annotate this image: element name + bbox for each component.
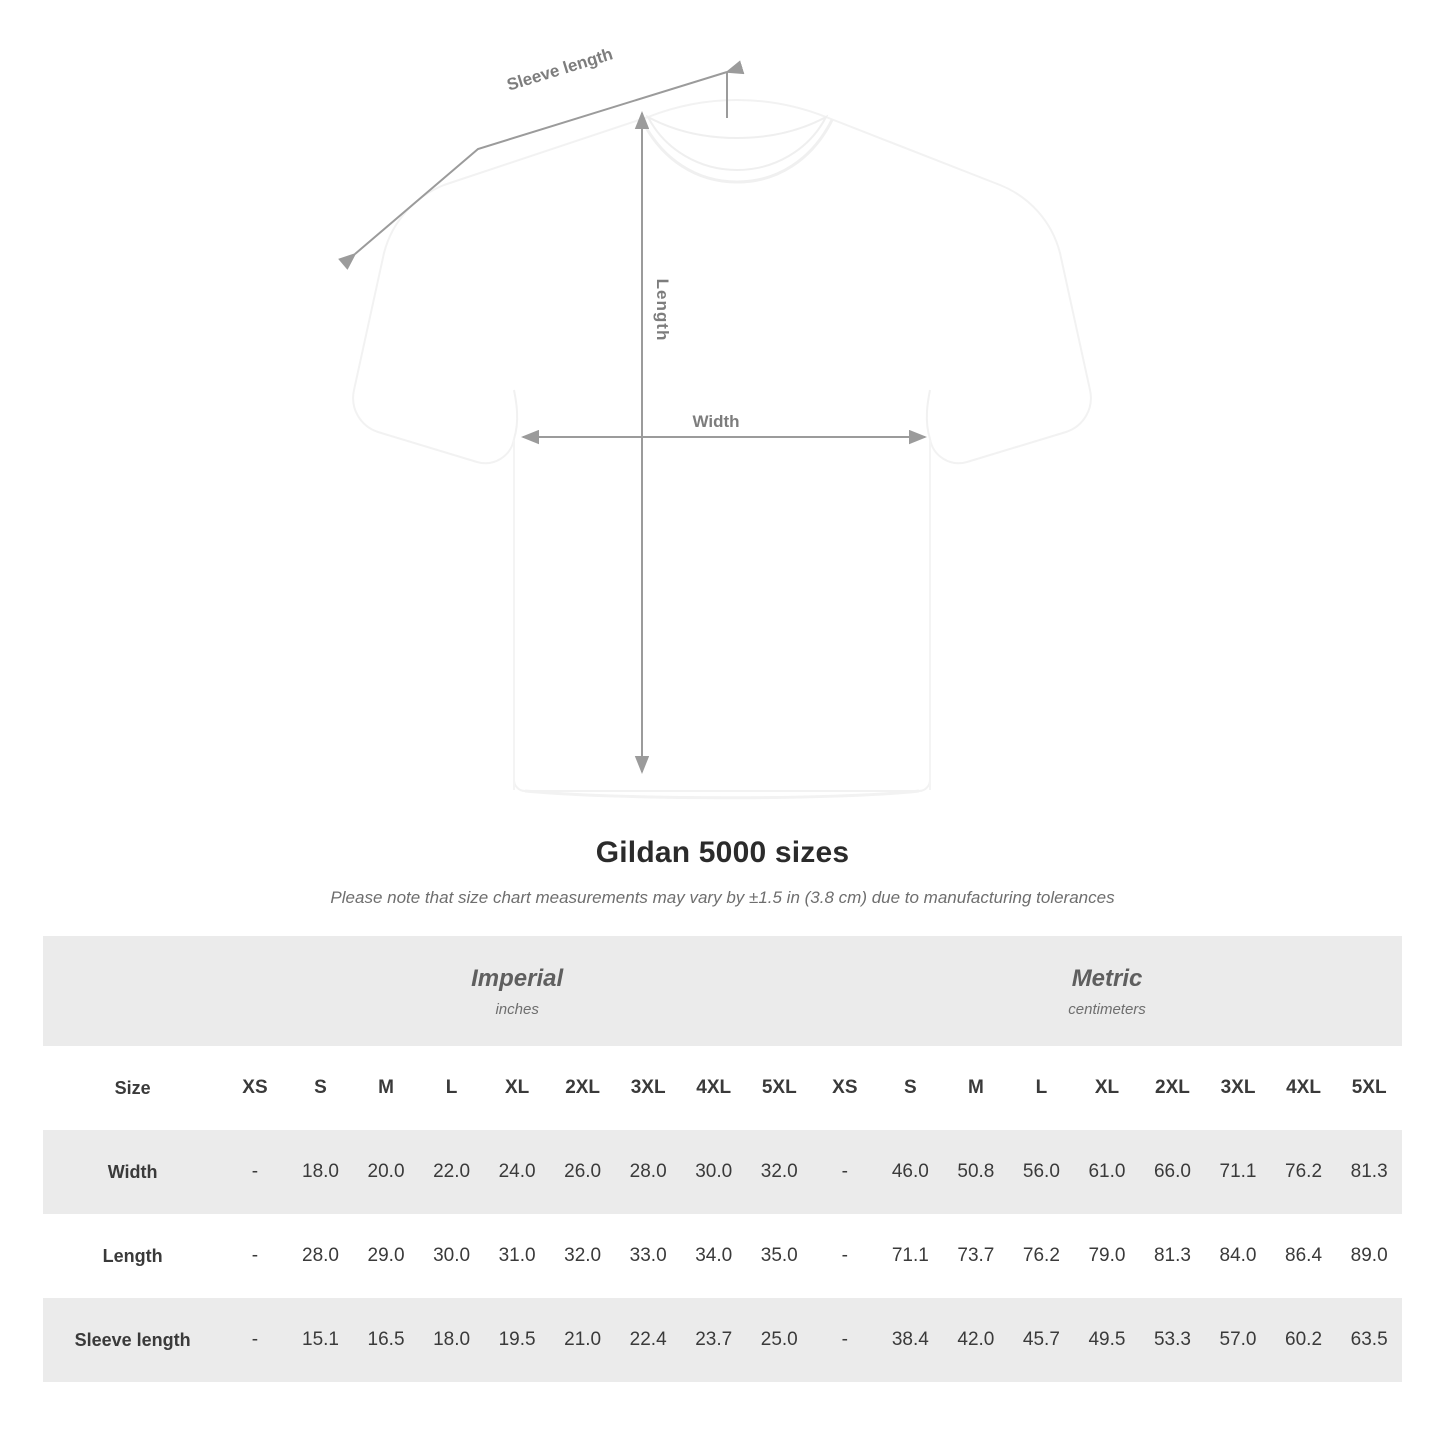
- cell-sleeve-metric-s: 38.4: [878, 1298, 944, 1382]
- size-header-metric-xl: XL: [1074, 1046, 1140, 1130]
- size-table: [43, 936, 1402, 1382]
- cell-width-metric-3xl: 71.1: [1205, 1130, 1271, 1214]
- cell-width-imperial-5xl: 32.0: [746, 1130, 812, 1214]
- cell-width-imperial-xl: 24.0: [484, 1130, 550, 1214]
- cell-sleeve-imperial-5xl: 25.0: [746, 1298, 812, 1382]
- size-header-imperial-xl: XL: [484, 1046, 550, 1130]
- cell-length-metric-m: 73.7: [943, 1214, 1009, 1298]
- size-header-imperial-m: M: [353, 1046, 419, 1130]
- unit-header-imperial: [222, 936, 812, 1046]
- cell-width-metric-s: 46.0: [878, 1130, 944, 1214]
- cell-width-imperial-4xl: 30.0: [681, 1130, 747, 1214]
- cell-length-metric-3xl: 84.0: [1205, 1214, 1271, 1298]
- cell-sleeve-metric-3xl: 57.0: [1205, 1298, 1271, 1382]
- size-header-imperial-5xl: 5XL: [746, 1046, 812, 1130]
- unit-imperial-sub: inches: [495, 1000, 539, 1018]
- size-table-wrapper: [43, 936, 1402, 1382]
- sleeve-length-label: Sleeve length: [504, 44, 616, 95]
- size-header-row: [43, 1046, 1402, 1130]
- size-header-metric-xs: XS: [812, 1046, 878, 1130]
- unit-imperial-name: Imperial: [471, 964, 564, 992]
- cell-sleeve-imperial-xs: -: [222, 1298, 288, 1382]
- cell-length-metric-s: 71.1: [878, 1214, 944, 1298]
- cell-length-imperial-s: 28.0: [288, 1214, 354, 1298]
- cell-width-imperial-s: 18.0: [288, 1130, 354, 1214]
- cell-sleeve-metric-l: 45.7: [1009, 1298, 1075, 1382]
- size-header-metric-l: L: [1009, 1046, 1075, 1130]
- cell-length-metric-l: 76.2: [1009, 1214, 1075, 1298]
- cell-length-metric-2xl: 81.3: [1140, 1214, 1206, 1298]
- cell-sleeve-metric-m: 42.0: [943, 1298, 1009, 1382]
- cell-length-imperial-m: 29.0: [353, 1214, 419, 1298]
- row-label-width: Width: [43, 1130, 222, 1214]
- cell-length-imperial-2xl: 32.0: [550, 1214, 616, 1298]
- unit-header-metric: [812, 936, 1402, 1046]
- row-label-length: Length: [43, 1214, 222, 1298]
- cell-sleeve-imperial-s: 15.1: [288, 1298, 354, 1382]
- title-block: [0, 836, 1445, 908]
- table-row: [43, 1130, 1402, 1214]
- size-header-imperial-xs: XS: [222, 1046, 288, 1130]
- cell-length-imperial-xl: 31.0: [484, 1214, 550, 1298]
- table-row: [43, 1298, 1402, 1382]
- cell-length-imperial-xs: -: [222, 1214, 288, 1298]
- size-header-imperial-4xl: 4XL: [681, 1046, 747, 1130]
- cell-length-metric-4xl: 86.4: [1271, 1214, 1337, 1298]
- cell-sleeve-imperial-3xl: 22.4: [615, 1298, 681, 1382]
- unit-metric-name: Metric: [1071, 964, 1143, 992]
- cell-sleeve-metric-xs: -: [812, 1298, 878, 1382]
- page-title: Gildan 5000 sizes: [595, 836, 850, 869]
- row-label-sleeve-length: Sleeve length: [43, 1298, 222, 1382]
- size-header-metric-m: M: [943, 1046, 1009, 1130]
- cell-width-metric-5xl: 81.3: [1336, 1130, 1402, 1214]
- size-header-imperial-2xl: 2XL: [550, 1046, 616, 1130]
- cell-sleeve-imperial-xl: 19.5: [484, 1298, 550, 1382]
- size-header-imperial-s: S: [288, 1046, 354, 1130]
- cell-length-metric-5xl: 89.0: [1336, 1214, 1402, 1298]
- cell-width-metric-m: 50.8: [943, 1130, 1009, 1214]
- tshirt-shape: [353, 100, 1091, 798]
- cell-length-metric-xl: 79.0: [1074, 1214, 1140, 1298]
- cell-sleeve-metric-xl: 49.5: [1074, 1298, 1140, 1382]
- cell-sleeve-metric-4xl: 60.2: [1271, 1298, 1337, 1382]
- cell-length-imperial-4xl: 34.0: [681, 1214, 747, 1298]
- unit-header-blank: [43, 936, 222, 1046]
- width-label: Width: [660, 412, 772, 432]
- tolerance-note: Please note that size chart measurements may vary by ±1.5 in (3.8 cm) due to manufacturing tolerances: [330, 888, 1115, 907]
- cell-width-metric-l: 56.0: [1009, 1130, 1075, 1214]
- size-header-imperial-3xl: 3XL: [615, 1046, 681, 1130]
- cell-width-imperial-2xl: 26.0: [550, 1130, 616, 1214]
- size-header-metric-3xl: 3XL: [1205, 1046, 1271, 1130]
- size-header-metric-s: S: [878, 1046, 944, 1130]
- cell-width-imperial-3xl: 28.0: [615, 1130, 681, 1214]
- cell-width-metric-4xl: 76.2: [1271, 1130, 1337, 1214]
- cell-width-imperial-xs: -: [222, 1130, 288, 1214]
- size-header-metric-5xl: 5XL: [1336, 1046, 1402, 1130]
- cell-width-metric-xl: 61.0: [1074, 1130, 1140, 1214]
- cell-length-imperial-l: 30.0: [419, 1214, 485, 1298]
- unit-header-row: [43, 936, 1402, 1046]
- size-header-imperial-l: L: [419, 1046, 485, 1130]
- cell-length-imperial-3xl: 33.0: [615, 1214, 681, 1298]
- cell-width-metric-2xl: 66.0: [1140, 1130, 1206, 1214]
- cell-length-imperial-5xl: 35.0: [746, 1214, 812, 1298]
- unit-metric-sub: centimeters: [1068, 1000, 1146, 1018]
- table-row: [43, 1214, 1402, 1298]
- cell-width-imperial-l: 22.0: [419, 1130, 485, 1214]
- cell-sleeve-metric-2xl: 53.3: [1140, 1298, 1206, 1382]
- size-header-metric-4xl: 4XL: [1271, 1046, 1337, 1130]
- cell-length-metric-xs: -: [812, 1214, 878, 1298]
- length-label: Length: [653, 278, 672, 342]
- cell-width-imperial-m: 20.0: [353, 1130, 419, 1214]
- size-header-metric-2xl: 2XL: [1140, 1046, 1206, 1130]
- cell-sleeve-metric-5xl: 63.5: [1336, 1298, 1402, 1382]
- cell-sleeve-imperial-2xl: 21.0: [550, 1298, 616, 1382]
- cell-sleeve-imperial-l: 18.0: [419, 1298, 485, 1382]
- cell-width-metric-xs: -: [812, 1130, 878, 1214]
- cell-sleeve-imperial-m: 16.5: [353, 1298, 419, 1382]
- cell-sleeve-imperial-4xl: 23.7: [681, 1298, 747, 1382]
- size-header-label: Size: [43, 1046, 222, 1130]
